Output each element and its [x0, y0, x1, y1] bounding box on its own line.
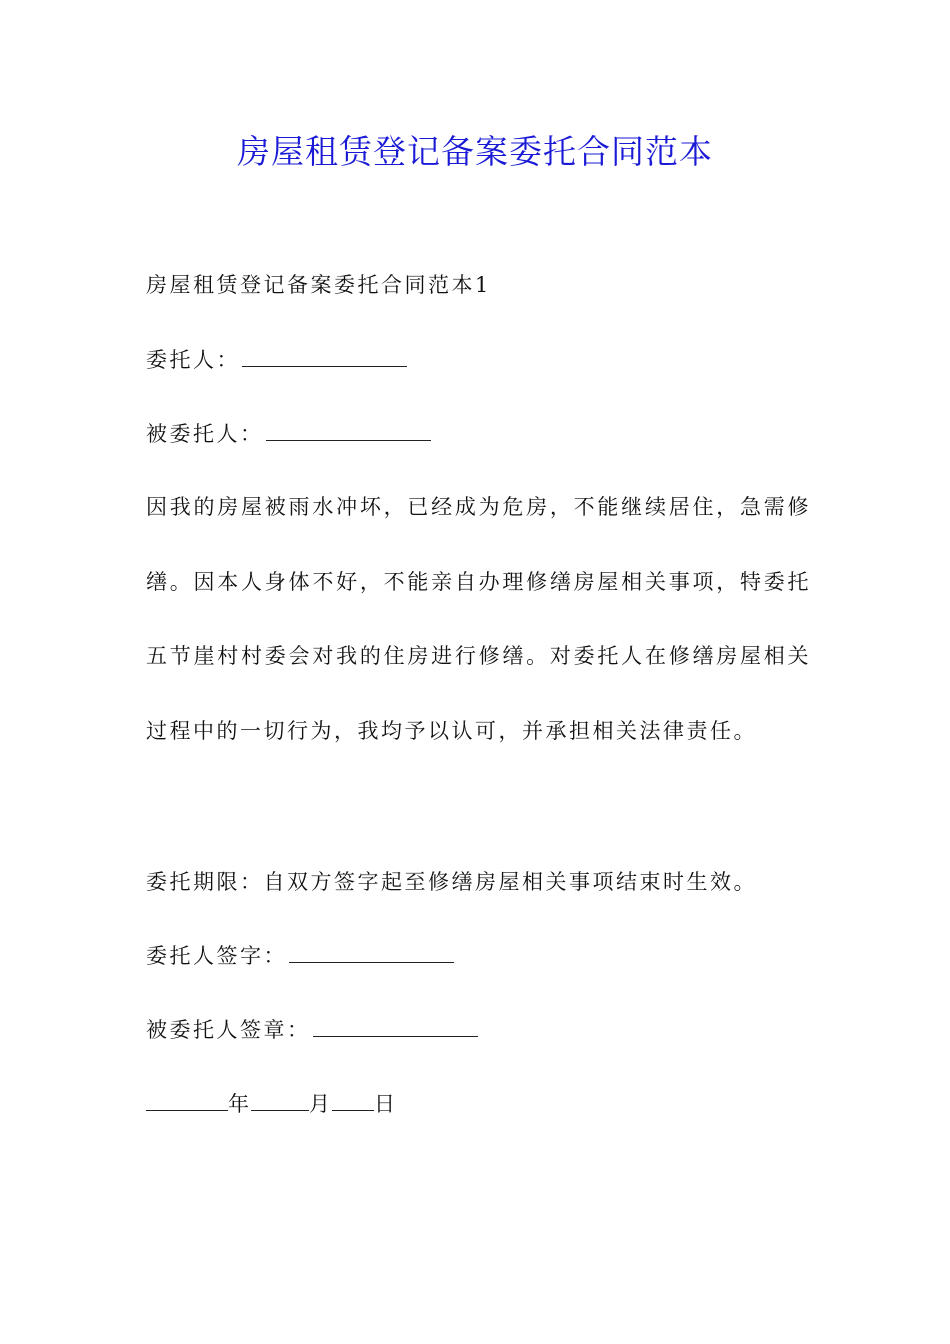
document-title: 房屋租赁登记备案委托合同范本	[237, 132, 713, 171]
year-blank	[146, 1090, 228, 1111]
principal-signature-blank	[289, 942, 454, 963]
principal-blank	[242, 346, 407, 367]
month-label: 月	[309, 1092, 330, 1116]
principal-label: 委托人：	[146, 348, 240, 372]
year-label: 年	[228, 1092, 249, 1116]
agent-blank	[266, 420, 431, 441]
agent-seal-label: 被委托人签章：	[146, 1018, 311, 1042]
principal-line	[146, 342, 407, 378]
day-blank	[332, 1090, 374, 1111]
date-line	[146, 1086, 395, 1122]
agent-line	[146, 416, 431, 452]
agent-seal-blank	[313, 1016, 478, 1037]
principal-signature-label: 委托人签字：	[146, 944, 287, 968]
body-paragraph: 因我的房屋被雨水冲坏，已经成为危房，不能继续居住，急需修缮。因本人身体不好，不能亲自办理修缮房屋相关事项，特委托五节崖村村委会对我的住房进行修缮。对委托人在修缮房屋相关过程中的一切行为，我均予以认可，并承担相关法律责任。	[146, 495, 811, 743]
section-heading: 房屋租赁登记备案委托合同范本1	[146, 273, 491, 297]
principal-signature-line	[146, 938, 454, 974]
agent-seal-line	[146, 1012, 478, 1048]
agent-label: 被委托人：	[146, 422, 264, 446]
term-line: 委托期限：自双方签字起至修缮房屋相关事项结束时生效。	[146, 870, 757, 894]
day-label: 日	[374, 1092, 395, 1116]
month-blank	[251, 1090, 309, 1111]
